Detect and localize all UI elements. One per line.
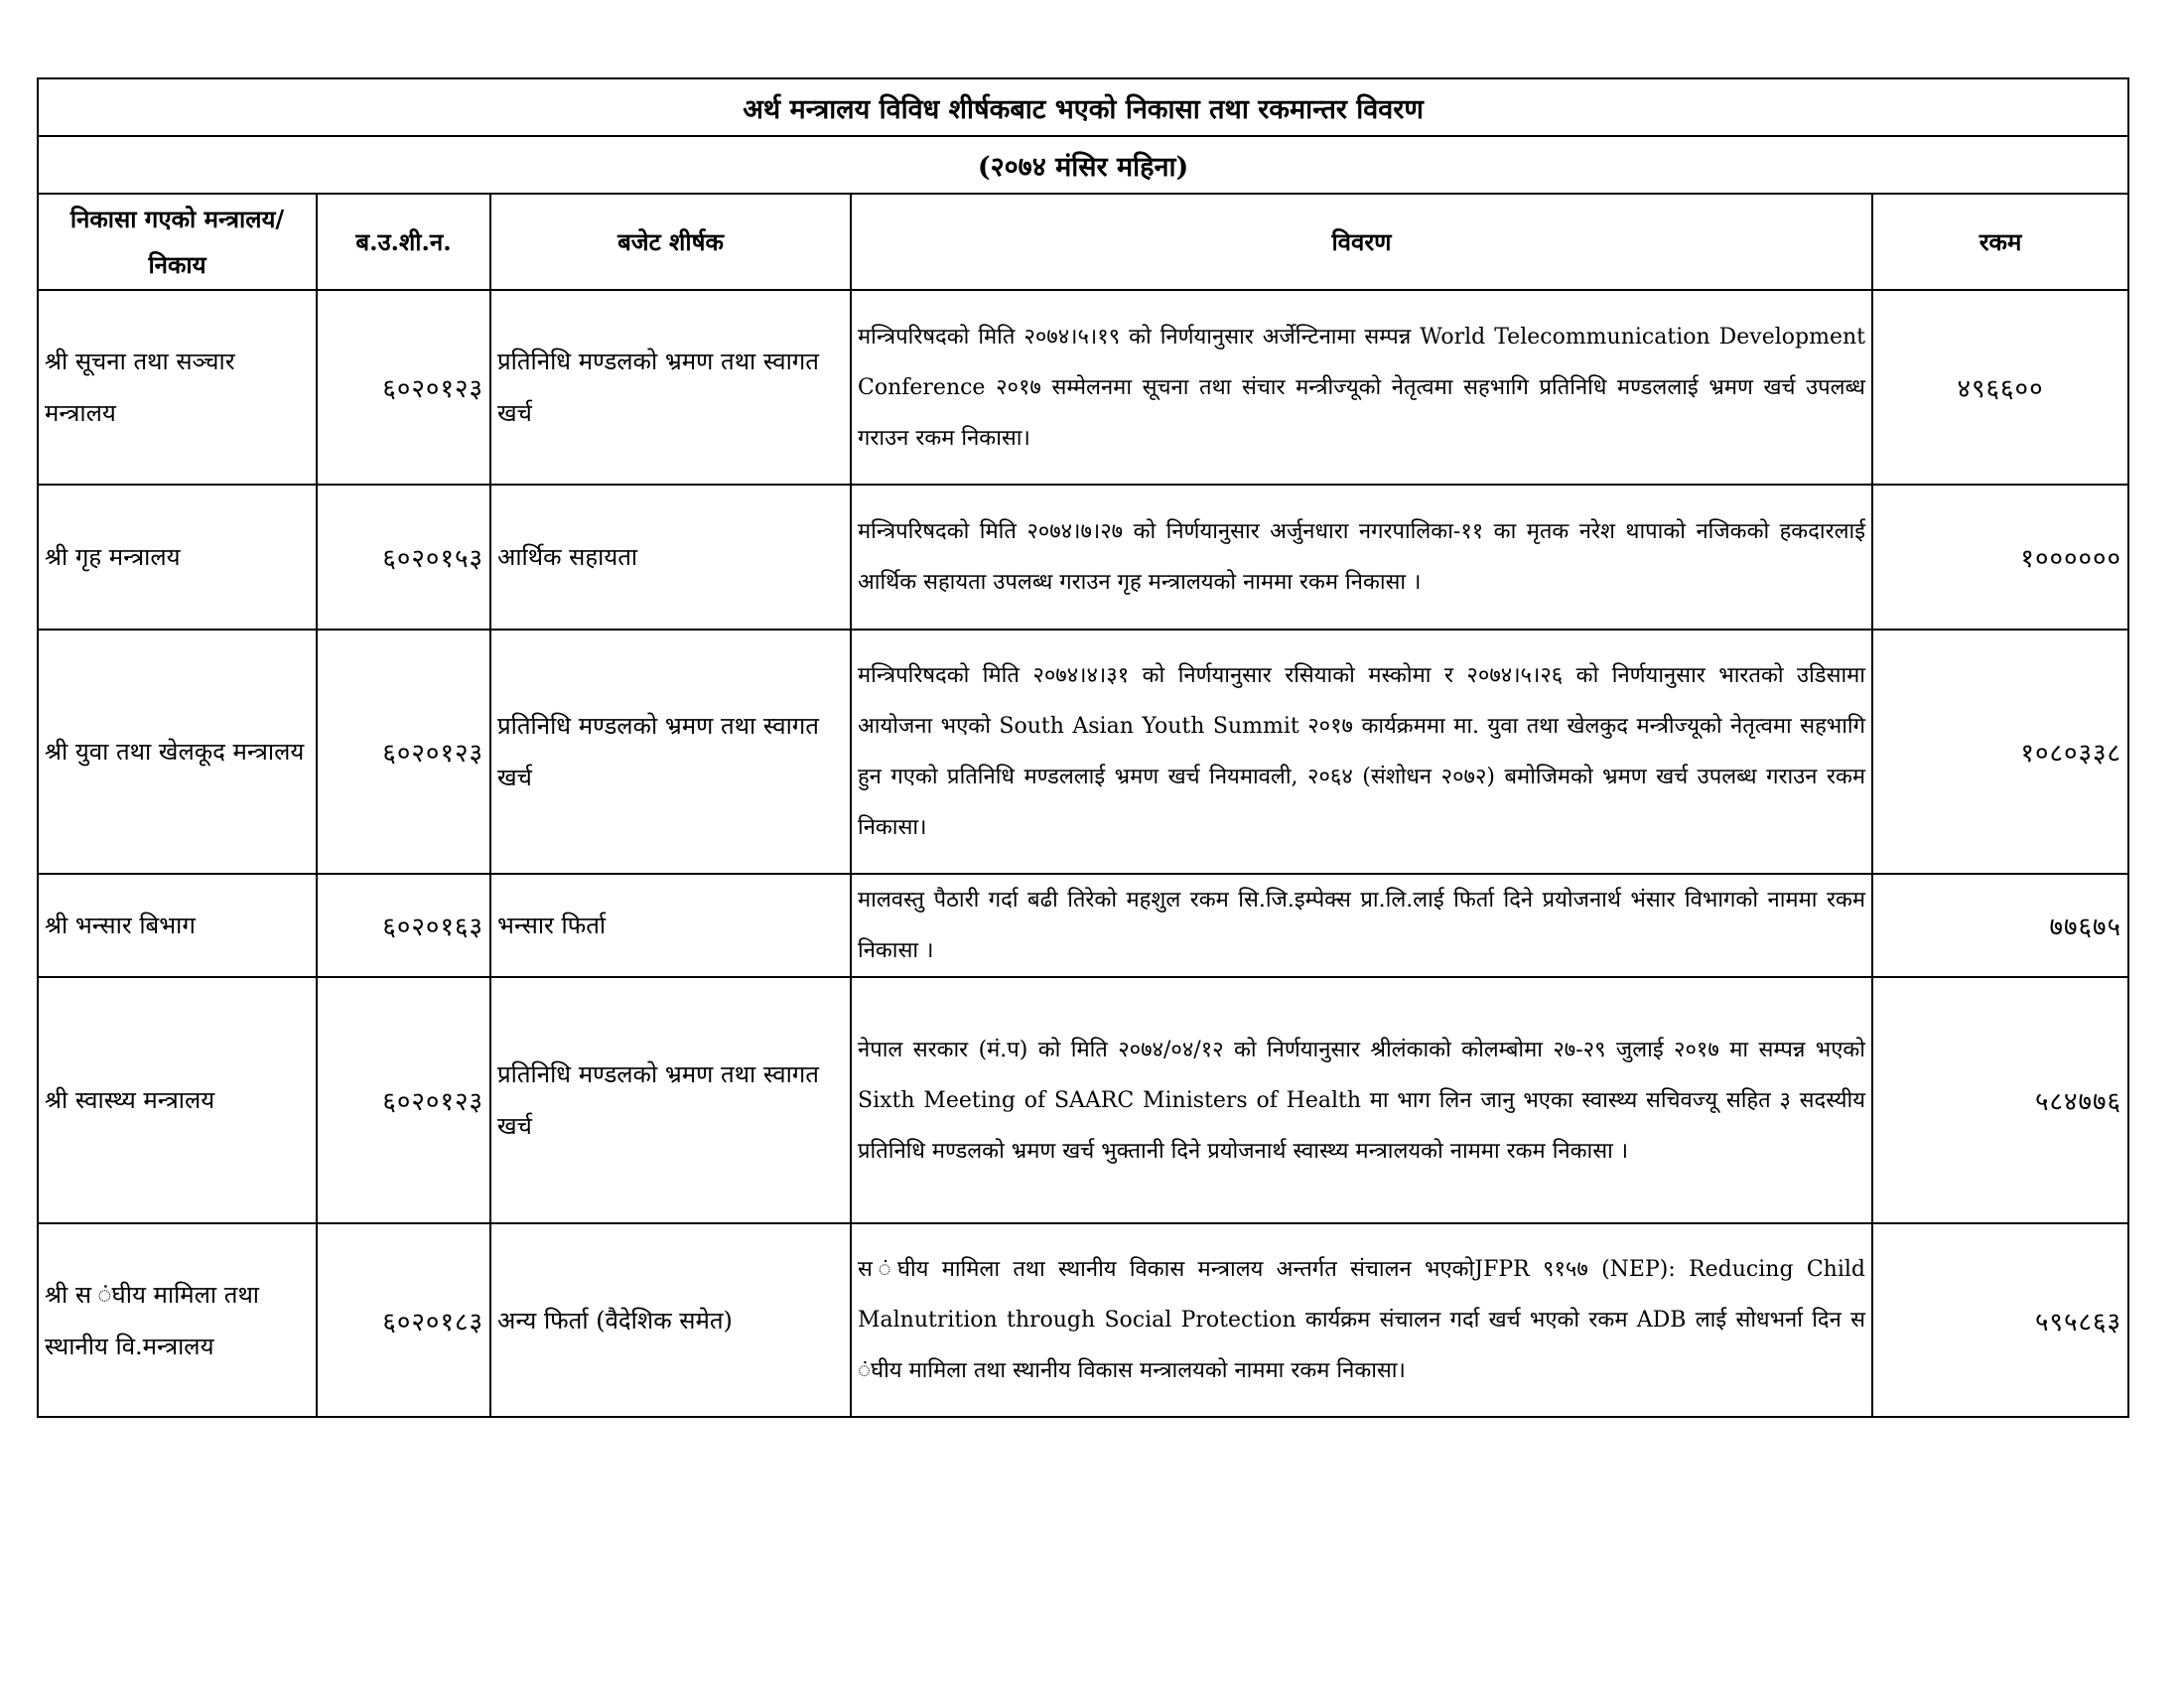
budget-head-cell: अन्य फिर्ता (वैदेशिक समेत) bbox=[490, 1223, 851, 1417]
table-row bbox=[38, 485, 2128, 630]
description-cell: मालवस्तु पैठारी गर्दा बढी तिरेको महशुल रकम सि.जि.इम्पेक्स प्रा.लि.लाई फिर्ता दिने प्रयोजनार्थ भंसार विभागको नाममा रकम निकासा । bbox=[851, 874, 1872, 977]
amount-cell: ५९५८६३ bbox=[1872, 1223, 2128, 1417]
description-cell: स ंघीय मामिला तथा स्थानीय विकास मन्त्रालय अन्तर्गत संचालन भएकोJFPR ९१५७ (NEP): Reducing Child Malnutrition through Social Protection कार्यक्रम संचालन गर्दा खर्च भएको रकम ADB लाई सोधभर्ना दिन स ंघीय मामिला तथा स्थानीय विकास मन्त्रालयको नाममा रकम निकासा। bbox=[851, 1223, 1872, 1417]
document-subtitle: (२०७४ मंसिर महिना) bbox=[38, 136, 2128, 194]
budget-head-cell: प्रतिनिधि मण्डलको भ्रमण तथा स्वागत खर्च bbox=[490, 977, 851, 1223]
table-row bbox=[38, 1223, 2128, 1417]
code-cell: ६०२०१२३ bbox=[317, 290, 490, 485]
document-title: अर्थ मन्त्रालय विविध शीर्षकबाट भएको निकासा तथा रकमान्तर विवरण bbox=[38, 78, 2128, 136]
code-cell: ६०२०१८३ bbox=[317, 1223, 490, 1417]
budget-head-cell: आर्थिक सहायता bbox=[490, 485, 851, 630]
amount-cell: १०८०३३८ bbox=[1872, 630, 2128, 874]
description-cell: मन्त्रिपरिषदको मिति २०७४।४।३१ को निर्णयानुसार रसियाको मस्कोमा र २०७४।५।२६ को निर्णयानुसार भारतको उडिसामा आयोजना भएको South Asian Youth Summit २०१७ कार्यक्रममा मा. युवा तथा खेलकुद मन्त्रीज्यूको नेतृत्वमा सहभागि हुन गएको प्रतिनिधि मण्डललाई भ्रमण खर्च नियमावली, २०६४ (संशोधन २०७२) बमोजिमको भ्रमण खर्च उपलब्ध गराउन रकम निकासा। bbox=[851, 630, 1872, 874]
header-row bbox=[38, 194, 2128, 290]
description-cell: मन्त्रिपरिषदको मिति २०७४।७।२७ को निर्णयानुसार अर्जुनधारा नगरपालिका-११ का मृतक नरेश थापाको नजिकको हकदारलाई आर्थिक सहायता उपलब्ध गराउन गृह मन्त्रालयको नाममा रकम निकासा । bbox=[851, 485, 1872, 630]
amount-cell: ७७६७५ bbox=[1872, 874, 2128, 977]
amount-cell: ४९६६०० bbox=[1872, 290, 2128, 485]
description-cell: नेपाल सरकार (मं.प) को मिति २०७४/०४/१२ को निर्णयानुसार श्रीलंकाको कोलम्बोमा २७-२९ जुलाई २०१७ मा सम्पन्न भएको Sixth Meeting of SAARC Ministers of Health मा भाग लिन जानु भएका स्वास्थ्य सचिवज्यू सहित ३ सदस्यीय प्रतिनिधि मण्डलको भ्रमण खर्च भुक्तानी दिने प्रयोजनार्थ स्वास्थ्य मन्त्रालयको नाममा रकम निकासा । bbox=[851, 977, 1872, 1223]
agency-cell: श्री सूचना तथा सञ्चार मन्त्रालय bbox=[38, 290, 317, 485]
agency-cell: श्री स्वास्थ्य मन्त्रालय bbox=[38, 977, 317, 1223]
table-row bbox=[38, 630, 2128, 874]
title-row bbox=[38, 78, 2128, 136]
subtitle-row bbox=[38, 136, 2128, 194]
agency-cell: श्री गृह मन्त्रालय bbox=[38, 485, 317, 630]
column-header-agency: निकासा गएको मन्त्रालय/निकाय bbox=[38, 194, 317, 290]
disbursement-table bbox=[37, 77, 2129, 1418]
column-header-description: विवरण bbox=[851, 194, 1872, 290]
budget-head-cell: प्रतिनिधि मण्डलको भ्रमण तथा स्वागत खर्च bbox=[490, 290, 851, 485]
budget-head-cell: भन्सार फिर्ता bbox=[490, 874, 851, 977]
table-row bbox=[38, 290, 2128, 485]
agency-cell: श्री युवा तथा खेलकूद मन्त्रालय bbox=[38, 630, 317, 874]
table-row bbox=[38, 977, 2128, 1223]
code-cell: ६०२०१२३ bbox=[317, 630, 490, 874]
code-cell: ६०२०१२३ bbox=[317, 977, 490, 1223]
amount-cell: १०००००० bbox=[1872, 485, 2128, 630]
code-cell: ६०२०१६३ bbox=[317, 874, 490, 977]
column-header-budget-head: बजेट शीर्षक bbox=[490, 194, 851, 290]
column-header-code: ब.उ.शी.न. bbox=[317, 194, 490, 290]
amount-cell: ५८४७७६ bbox=[1872, 977, 2128, 1223]
agency-cell: श्री स ंघीय मामिला तथा स्थानीय वि.मन्त्रालय bbox=[38, 1223, 317, 1417]
column-header-amount: रकम bbox=[1872, 194, 2128, 290]
budget-head-cell: प्रतिनिधि मण्डलको भ्रमण तथा स्वागत खर्च bbox=[490, 630, 851, 874]
description-cell: मन्त्रिपरिषदको मिति २०७४।५।१९ को निर्णयानुसार अर्जेन्टिनामा सम्पन्न World Telecommunication Development Conference २०१७ सम्मेलनमा सूचना तथा संचार मन्त्रीज्यूको नेतृत्वमा सहभागि प्रतिनिधि मण्डललाई भ्रमण खर्च उपलब्ध गराउन रकम निकासा। bbox=[851, 290, 1872, 485]
agency-cell: श्री भन्सार बिभाग bbox=[38, 874, 317, 977]
code-cell: ६०२०१५३ bbox=[317, 485, 490, 630]
table-row bbox=[38, 874, 2128, 977]
